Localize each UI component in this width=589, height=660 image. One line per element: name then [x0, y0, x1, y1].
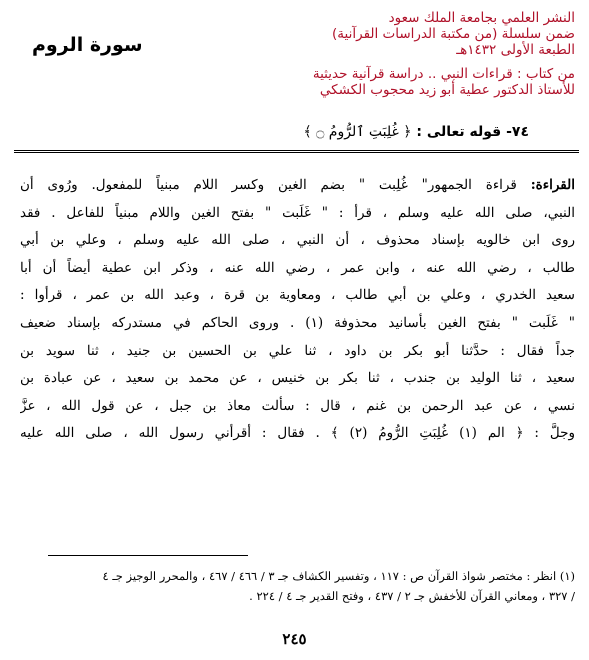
- reading-label: القراءة:: [530, 177, 575, 193]
- publisher-line: ضمن سلسلة (من مكتبة الدراسات القرآنية): [332, 26, 575, 42]
- body-line: روى ابن خالويه بإسناد محذوف ، أن النبي ، صلى الله عليه وسلم ، وعلي بن أبي: [20, 232, 575, 249]
- publisher-line: من كتاب : قراءات النبي .. دراسة قرآنية حديثية: [312, 66, 575, 82]
- body-line: النبي، صلى الله عليه وسلم ، قرأ : " غَلَبت " بفتح الغين واللام مبنياً للفاعل . فقد: [20, 204, 575, 221]
- footnote-line: / ٣٢٧ ، ومعاني القرآن للأخفش جـ ٢ / ٤٣٧ ، وفتح القدير جـ ٤ / ٢٢٤ .: [249, 589, 575, 603]
- body-line: وجلَّ : ﴿ الم (١) غُلِبَتِ الرُّومُ (٢) ﴾ . فقال : أقرأني رسول الله ، صلى الله عليه: [20, 425, 575, 442]
- body-line: القراءة: قراءة الجمهور" غُلِبت " بضم الغين وكسر اللام مبنياً للمفعول. ورُوى أن: [20, 177, 575, 193]
- verse-text: ﴿ غُلِبَتِ ٱلرُّومُ ۝ ﴾: [303, 124, 412, 140]
- body-line: " غَلَبت " بفتح الغين بأسانيد محذوفة (١) . وروى الحاكم في مستدركه بإسناد ضعيف: [20, 314, 575, 331]
- body-line: سعيد الخدري ، وعلي بن أبي طالب ، ومعاوية بن قرة ، وعبد الله بن عمر ، قرأوا :: [20, 287, 575, 304]
- footnotes: [14, 566, 575, 606]
- publisher-note: [235, 10, 575, 98]
- publisher-line: للأستاذ الدكتور عطية أبو زيد محجوب الكشكي: [319, 82, 575, 98]
- footnote-divider: [48, 555, 248, 556]
- body-line: طالب ، رضي الله عنه ، وابن عمر ، رضي الله عنه ، وذكر ابن عطية أيضاً أن أبا: [20, 259, 575, 276]
- surah-title: سورة الروم: [32, 34, 143, 56]
- footnote-line: (١) انظر : مختصر شواذ القرآن ص : ١١٧ ، وتفسير الكشاف جـ ٣ / ٤٦٦ / ٤٦٧ ، والمحرر الوجيز جـ ٤: [102, 569, 575, 583]
- body-text: [20, 172, 575, 448]
- publisher-line: الطبعة الأولى ١٤٣٢هـ: [456, 42, 575, 58]
- page-number: ٢٤٥: [282, 630, 307, 648]
- body-line: سعيد ، ثنا الوليد بن جندب ، ثنا بكر بن خنيس ، عن محمد بن سعيد ، عن عبادة بن: [20, 370, 575, 387]
- header-divider: [14, 150, 579, 153]
- publisher-line: النشر العلمي بجامعة الملك سعود: [388, 10, 575, 26]
- body-line: نسي ، عن عبد الرحمن بن غنم ، قال : سألت معاذ بن جبل ، عن قول الله ، عزَّ: [20, 397, 575, 414]
- body-line: جداً فقال : حدَّثنا أبو بكر بن داود ، ثنا علي بن الحسين بن جنيد ، ثنا سويد بن: [20, 342, 575, 359]
- verse-heading: [304, 124, 530, 140]
- verse-heading-label: ٧٤- قوله تعالى :: [416, 124, 529, 140]
